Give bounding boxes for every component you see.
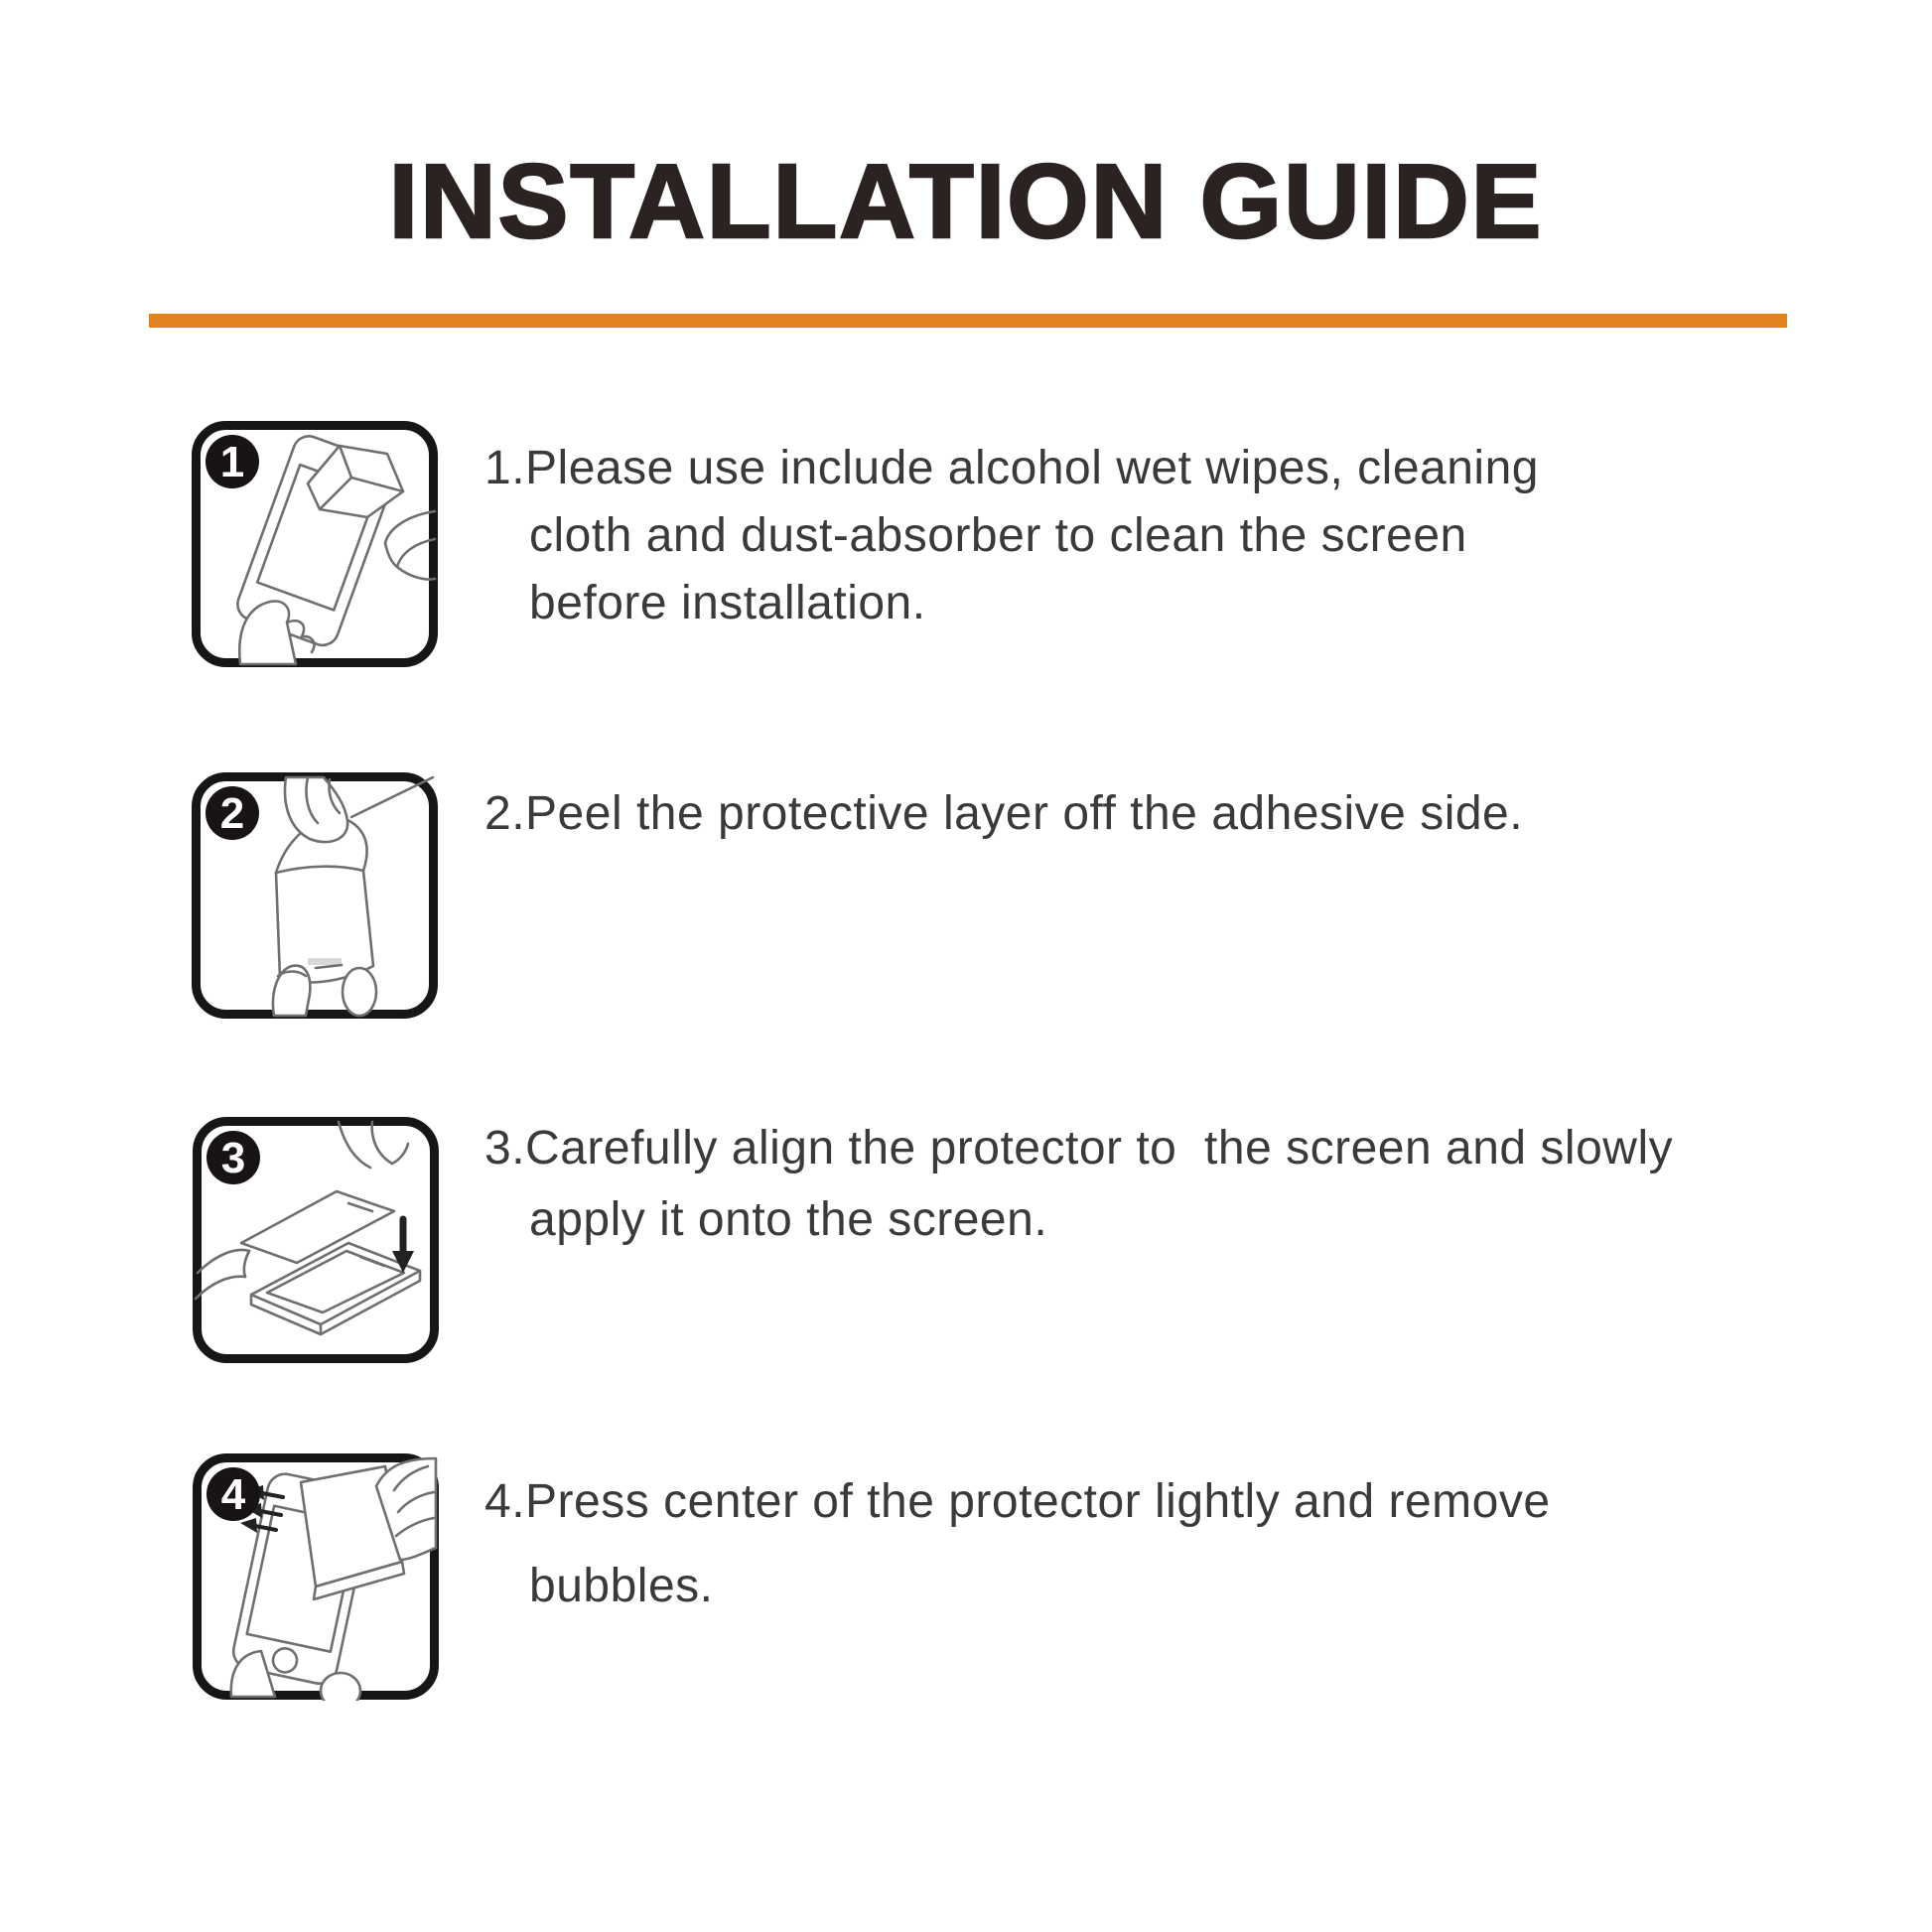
step-number: 2: [219, 789, 245, 838]
step-number: 3: [220, 1134, 246, 1182]
step-number: 1: [219, 438, 245, 486]
step-number-badge: [206, 435, 259, 488]
step-3-illustration align-protector-icon: [192, 1116, 440, 1364]
step-3-line-2: apply it onto the screen.: [529, 1193, 1048, 1246]
step-number-badge: [207, 1467, 260, 1521]
step-1-line-2: cloth and dust-absorber to clean the screen: [529, 509, 1467, 562]
step-1-illustration clean-screen-icon: [191, 420, 439, 668]
step-2-illustration peel-layer-icon: [191, 771, 439, 1020]
step-2-text: [484, 780, 1523, 848]
step-4-line-1: 4.Press center of the protector lightly and remove: [484, 1475, 1551, 1528]
step-1-line-3: before installation.: [529, 577, 926, 629]
step-2-line-1: 2.Peel the protective layer off the adhesive side.: [484, 787, 1524, 840]
step-3-line-1: 3.Carefully align the protector to the screen and slowly: [484, 1122, 1674, 1174]
orange-divider: [149, 314, 1787, 328]
step-4-text: [484, 1459, 1551, 1628]
step-1-line-1: 1.Please use include alcohol wet wipes, cleaning: [484, 442, 1539, 494]
page-title: INSTALLATION GUIDE: [388, 143, 1544, 260]
step-1-text: [484, 435, 1539, 637]
step-4-line-2: bubbles.: [529, 1560, 714, 1612]
step-4-illustration press-bubbles-icon: [192, 1452, 440, 1701]
step-number-badge: [206, 786, 259, 840]
step-number: 4: [220, 1470, 246, 1519]
step-number-badge: [207, 1131, 260, 1184]
step-3-text: [484, 1113, 1673, 1256]
